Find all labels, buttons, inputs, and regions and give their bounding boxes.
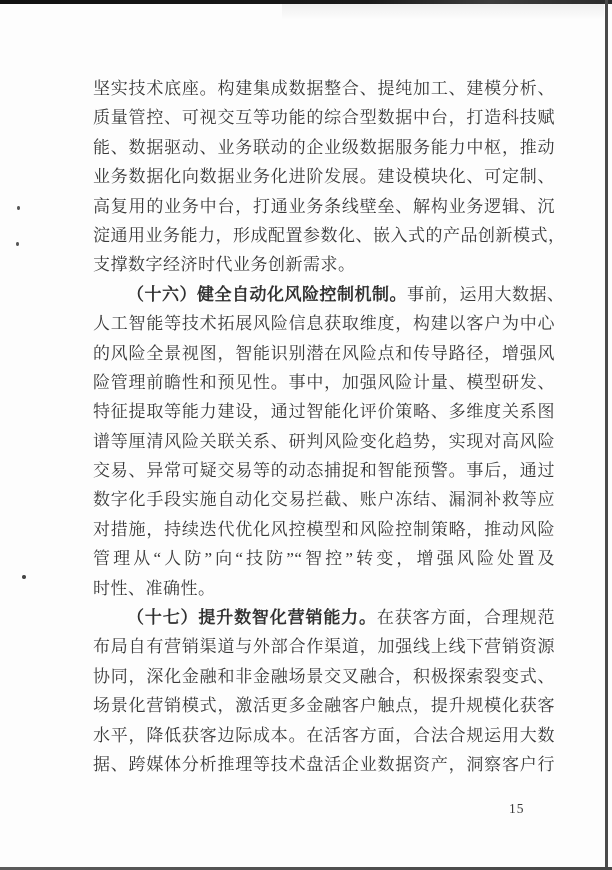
text-line: 特征提取等能力建设，通过智能化评价策略、多维度关系图 (93, 402, 555, 422)
text-line: 能、数据驱动、业务联动的企业级数据服务能力中枢，推动 (93, 137, 555, 157)
section-heading: （十七）提升数智化营销能力。 (127, 608, 377, 628)
body-text (93, 74, 566, 779)
text-line: 对措施，持续迭代优化风控模型和风险控制策略，推动风险 (93, 519, 555, 539)
text-line: 时性、准确性。 (93, 578, 216, 598)
scan-speck (17, 206, 20, 210)
text-line: 支撑数字经济时代业务创新需求。 (93, 255, 356, 275)
scan-right-edge-artifact (605, 0, 608, 870)
scan-top-shadow (282, 4, 604, 20)
scan-speck (16, 242, 19, 246)
text-line: 人工智能等技术拓展风险信息获取维度，构建以客户为中心 (93, 314, 555, 334)
section-heading: （十六）健全自动化风险控制机制。 (127, 284, 407, 304)
text-line: 质量管控、可视交互等功能的综合型数据中台，打造科技赋 (93, 108, 555, 128)
text-line: （十六）健全自动化风险控制机制。事前，运用大数据、 (127, 284, 565, 304)
text-line: 业务数据化向数据业务化进阶发展。建设模块化、可定制、 (93, 167, 555, 187)
text-line: 据、跨媒体分析推理等技术盘活企业数据资产，洞察客户行 (93, 754, 555, 774)
text-line: 数字化手段实施自动化交易拦截、账户冻结、漏洞补救等应 (93, 490, 555, 510)
text-line: 坚实技术底座。构建集成数据整合、提纯加工、建模分析、 (93, 79, 555, 98)
text-line: （十七）提升数智化营销能力。在获客方面，合理规范 (127, 608, 556, 628)
text-line: 谱等厘清风险关联关系、研判风险变化趋势，实现对高风险 (93, 431, 555, 451)
scan-speck (22, 575, 26, 579)
text-line: 险管理前瞻性和预见性。事中，加强风险计量、模型研发、 (93, 372, 555, 392)
text-line: 淀通用业务能力，形成配置参数化、嵌入式的产品创新模式， (93, 225, 566, 245)
text-line: 水平，降低获客边际成本。在活客方面，合法合规运用大数 (93, 725, 555, 745)
text-line: 协同，深化金融和非金融场景交叉融合，积极探索裂变式、 (93, 666, 555, 686)
page-number: 15 (509, 801, 525, 816)
text-line: 布局自有营销渠道与外部合作渠道，加强线上线下营销资源 (93, 637, 555, 657)
text-line: 交易、异常可疑交易等的动态捕捉和智能预警。事后，通过 (93, 461, 555, 481)
text-line: 高复用的业务中台，打通业务条线壁垒、解构业务逻辑、沉 (93, 196, 555, 216)
text-line: 管理从“人防”向“技防”“智控”转变，增强风险处置及 (93, 549, 555, 569)
text-line: 场景化营销模式，激活更多金融客户触点，提升规模化获客 (93, 696, 555, 716)
text-line: 的风险全景视图，智能识别潜在风险点和传导路径，增强风 (93, 343, 555, 363)
